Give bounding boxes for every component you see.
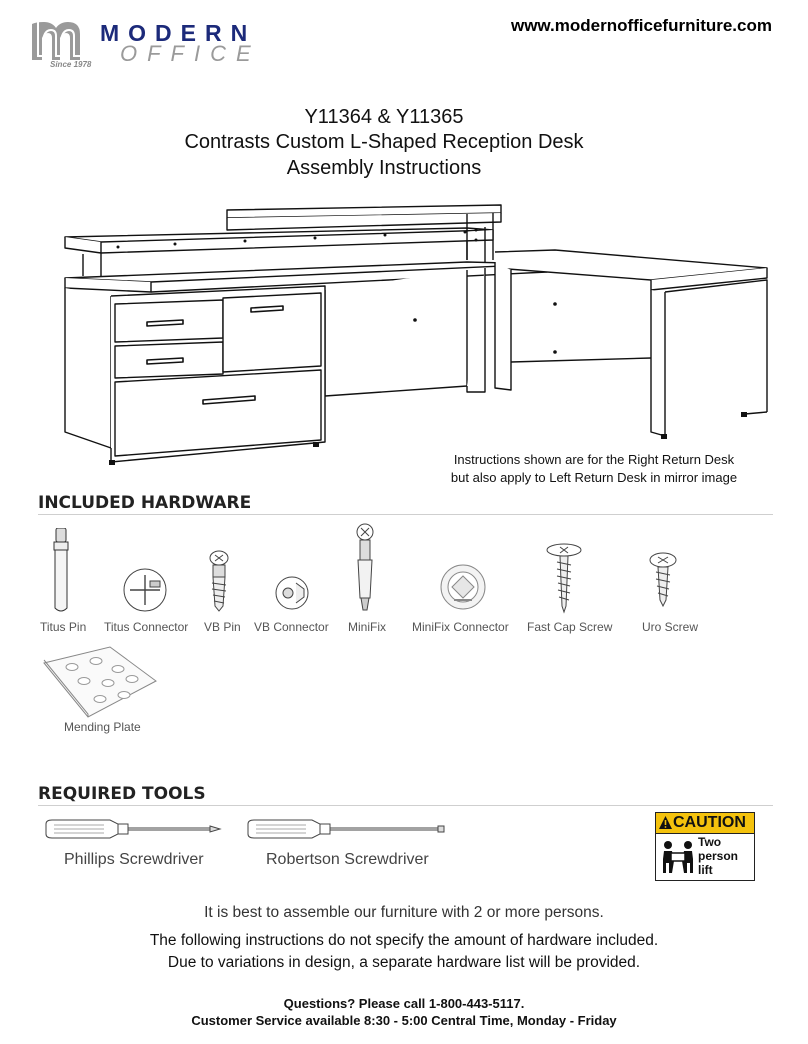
hardware-label-vb-pin: VB Pin — [204, 620, 241, 634]
hardware-disclaimer-line1: The following instructions do not specify the amount of hardware included. — [149, 932, 659, 949]
phillips-screwdriver-icon — [44, 816, 224, 842]
logo-m-mark — [32, 22, 80, 60]
vb-pin-icon — [204, 550, 234, 612]
mending-plate-icon — [42, 645, 158, 719]
hardware-label-uro-screw: Uro Screw — [642, 620, 699, 634]
caution-text — [698, 835, 752, 877]
hardware-label-vb-connector: VB Connector — [254, 620, 329, 634]
caution-text-line1: Two — [698, 835, 722, 849]
section-divider — [38, 805, 773, 806]
hardware-label-titus-connector: Titus Connector — [104, 620, 189, 634]
brand-since: Since 1978 — [50, 60, 92, 69]
footer-hours: Customer Service available 8:30 - 5:00 Central Time, Monday - Friday — [191, 1013, 617, 1028]
minifix-connector-icon — [438, 562, 488, 612]
hardware-label-titus-pin: Titus Pin — [40, 620, 87, 634]
product-codes: Y11364 & Y11365 — [304, 106, 464, 128]
tool-label-robertson: Robertson Screwdriver — [266, 851, 429, 868]
caution-text-line2: person — [698, 849, 739, 863]
required-tools-heading: REQUIRED TOOLS — [38, 784, 206, 804]
reception-desk-illustration — [55, 200, 770, 470]
caution-two-person-lift-label — [655, 812, 755, 881]
vb-connector-icon — [274, 575, 310, 611]
warning-triangle-icon — [658, 815, 673, 830]
fast-cap-screw-icon — [544, 542, 584, 614]
tool-label-phillips: Phillips Screwdriver — [64, 851, 204, 868]
caution-word: CAUTION — [673, 814, 746, 831]
robertson-screwdriver-icon — [246, 816, 450, 842]
hardware-label-mending-plate: Mending Plate — [64, 720, 141, 734]
document-title: Assembly Instructions — [286, 157, 482, 179]
website-url: www.modernofficefurniture.com — [510, 16, 772, 35]
hardware-label-fast-cap-screw: Fast Cap Screw — [527, 620, 613, 634]
section-divider — [38, 514, 773, 515]
brand-name-office: OFFICE — [120, 41, 261, 66]
hardware-label-minifix: MiniFix — [348, 620, 386, 634]
caution-banner — [656, 813, 754, 834]
footer-phone: Questions? Please call 1-800-443-5117. — [283, 996, 525, 1011]
minifix-icon — [350, 522, 380, 614]
uro-screw-icon — [646, 552, 680, 608]
brand-name-modern: MODERN — [100, 20, 257, 46]
mirror-note-line2: but also apply to Left Return Desk in mirror image — [450, 470, 738, 485]
titus-connector-icon — [122, 567, 168, 613]
two-person-lift-icon — [660, 839, 696, 875]
product-name: Contrasts Custom L-Shaped Reception Desk — [184, 131, 584, 153]
caution-text-line3: lift — [698, 863, 713, 877]
hardware-label-minifix-connector: MiniFix Connector — [412, 620, 509, 634]
hardware-disclaimer-line2: Due to variations in design, a separate hardware list will be provided. — [167, 954, 641, 971]
persons-advice: It is best to assemble our furniture with 2 or more persons. — [204, 904, 604, 921]
mirror-note-line1: Instructions shown are for the Right Return Desk — [453, 452, 735, 467]
included-hardware-heading: INCLUDED HARDWARE — [38, 493, 252, 513]
titus-pin-icon — [50, 528, 72, 614]
